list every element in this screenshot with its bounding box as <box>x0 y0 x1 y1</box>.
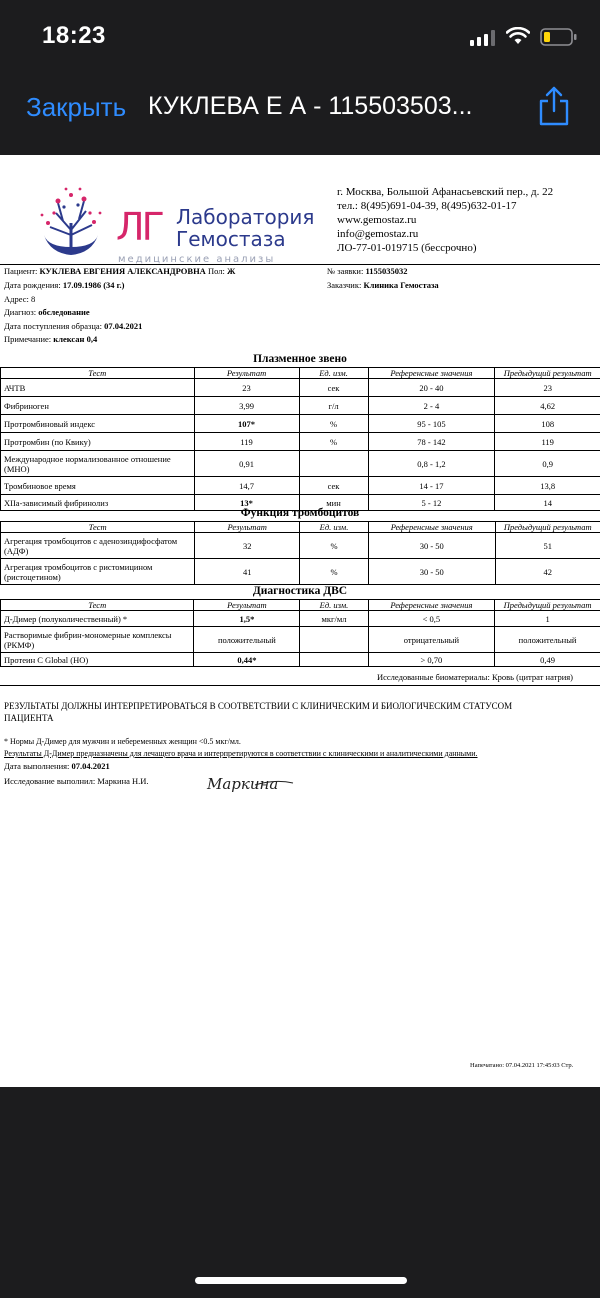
cellular-signal-icon <box>470 30 496 46</box>
ddimer-norm: * Нормы Д-Димер для мужчин и небеременных женщин <0.5 мкг/мл. <box>4 737 241 746</box>
table-row: Протромбин (по Квику) 119 % 78 - 142 119 <box>1 433 600 451</box>
table-row: Агрегация тромбоцитов с ристомицином (ристоцетином) 41 % 30 - 50 42 <box>1 559 600 585</box>
logo-line2: Гемостаза <box>176 227 286 251</box>
lab-site: www.gemostaz.ru <box>337 214 417 226</box>
section-title-dic: Диагностика ДВС <box>252 585 348 597</box>
signature-image <box>205 773 297 795</box>
status-time: 18:23 <box>42 22 106 49</box>
table-row: АЧТВ 23 сек 20 - 40 23 <box>1 379 600 397</box>
order-number-field: № заявки: 1155035032 <box>327 266 408 276</box>
logo-line1: Лаборатория <box>176 205 315 229</box>
ddimer-note: Результаты Д-Димер предназначены для лечащего врача и интерпретируются в соответствии с клиническими и аналитическими данными. <box>4 749 478 758</box>
customer-field: Заказчик: Клиника Гемостаза <box>327 280 439 290</box>
interpretation-line1: РЕЗУЛЬТАТЫ ДОЛЖНЫ ИНТЕРПРЕТИРОВАТЬСЯ В СООТВЕТСТВИИ С КЛИНИЧЕСКИМ И БИОЛОГИЧЕСКИМ СТАТУСОМ <box>4 701 513 711</box>
patient-name-field: Пациент: КУКЛЕВА ЕВГЕНИЯ АЛЕКСАНДРОВНА Пол: Ж <box>4 266 236 276</box>
printed-timestamp: Напечатано: 07.04.2021 17:45:03 Стр. <box>470 1062 574 1069</box>
table-header-row: Тест Результат Ед. изм. Референсные значения Предыдущий результат <box>1 368 600 379</box>
close-button[interactable]: Закрыть <box>26 92 127 122</box>
table-row: Д-Димер (полуколичественный) * 1,5* мкг/мл < 0,5 1 <box>1 611 600 627</box>
status-bar <box>0 0 600 70</box>
performed-by: Исследование выполнил: Маркина Н.И. <box>4 776 149 786</box>
lab-phone: тел.: 8(495)691-04-39, 8(495)632-01-17 <box>337 200 517 212</box>
interpretation-line2: ПАЦИЕНТА <box>4 713 54 723</box>
section-title-plasma: Плазменное звено <box>253 353 347 365</box>
document-page[interactable] <box>0 155 600 1087</box>
table-row: XIIa-зависимый фибринолиз 13* мин 5 - 12 14 <box>1 495 600 511</box>
table-header-row: Тест Результат Ед. изм. Референсные значения Предыдущий результат <box>1 522 600 533</box>
viewer-nav-bar <box>0 70 600 156</box>
results-table-platelets <box>0 521 600 585</box>
logo-tagline: медицинские анализы <box>118 254 276 265</box>
battery-icon <box>540 27 578 47</box>
home-indicator[interactable] <box>195 1277 407 1284</box>
lab-email: info@gemostaz.ru <box>337 228 419 240</box>
note-field: Примечание: клексан 0,4 <box>4 334 98 344</box>
address-field: Адрес: 8 <box>4 294 36 304</box>
results-table-dic <box>0 599 600 667</box>
table-row: Тромбиновое время 14,7 сек 14 - 17 13,8 <box>1 477 600 495</box>
dob-field: Дата рождения: 17.09.1986 (34 г.) <box>4 280 125 290</box>
biomaterial-note: Исследованные биоматериалы: Кровь (цитрат натрия) <box>377 672 573 682</box>
table-row: Международное нормализованное отношение (МНО) 0,91 0,8 - 1,2 0,9 <box>1 451 600 477</box>
table-row: Протромбиновый индекс 107* % 95 - 105 108 <box>1 415 600 433</box>
section-title-platelets: Функция тромбоцитов <box>240 507 360 519</box>
table-row: Агрегация тромбоцитов с аденозиндифосфатом (АДФ) 32 % 30 - 50 51 <box>1 533 600 559</box>
signature-text: Маркина <box>207 775 279 793</box>
table-row: Фибриноген 3,99 г/л 2 - 4 4,62 <box>1 397 600 415</box>
lab-logo <box>36 175 315 265</box>
header-divider <box>0 264 600 265</box>
received-field: Дата поступления образца: 07.04.2021 <box>4 321 143 331</box>
table-row: Растворимые фибрин-мономерные комплексы (РКМФ) положительный отрицательный положительный <box>1 627 600 653</box>
diagnosis-field: Диагноз: обследование <box>4 307 90 317</box>
lab-address: г. Москва, Большой Афанасьевский пер., д. 22 <box>337 186 554 198</box>
done-date-field: Дата выполнения: 07.04.2021 <box>4 761 110 771</box>
biomaterial-divider <box>0 685 600 686</box>
lab-contacts <box>337 185 553 255</box>
table-header-row: Тест Результат Ед. изм. Референсные значения Предыдущий результат <box>1 600 600 611</box>
tree-hands-icon <box>36 175 106 261</box>
document-title: КУКЛЕВА Е А - 115503503... <box>148 92 473 120</box>
logo-mark: ЛГ <box>116 205 162 249</box>
lab-license: ЛО-77-01-019715 (бессрочно) <box>337 242 477 254</box>
wifi-icon <box>506 27 530 45</box>
share-icon[interactable] <box>537 85 571 127</box>
table-row: Протеин С Global (НО) 0,44* > 0,70 0,49 <box>1 653 600 667</box>
results-table-plasma <box>0 367 600 511</box>
